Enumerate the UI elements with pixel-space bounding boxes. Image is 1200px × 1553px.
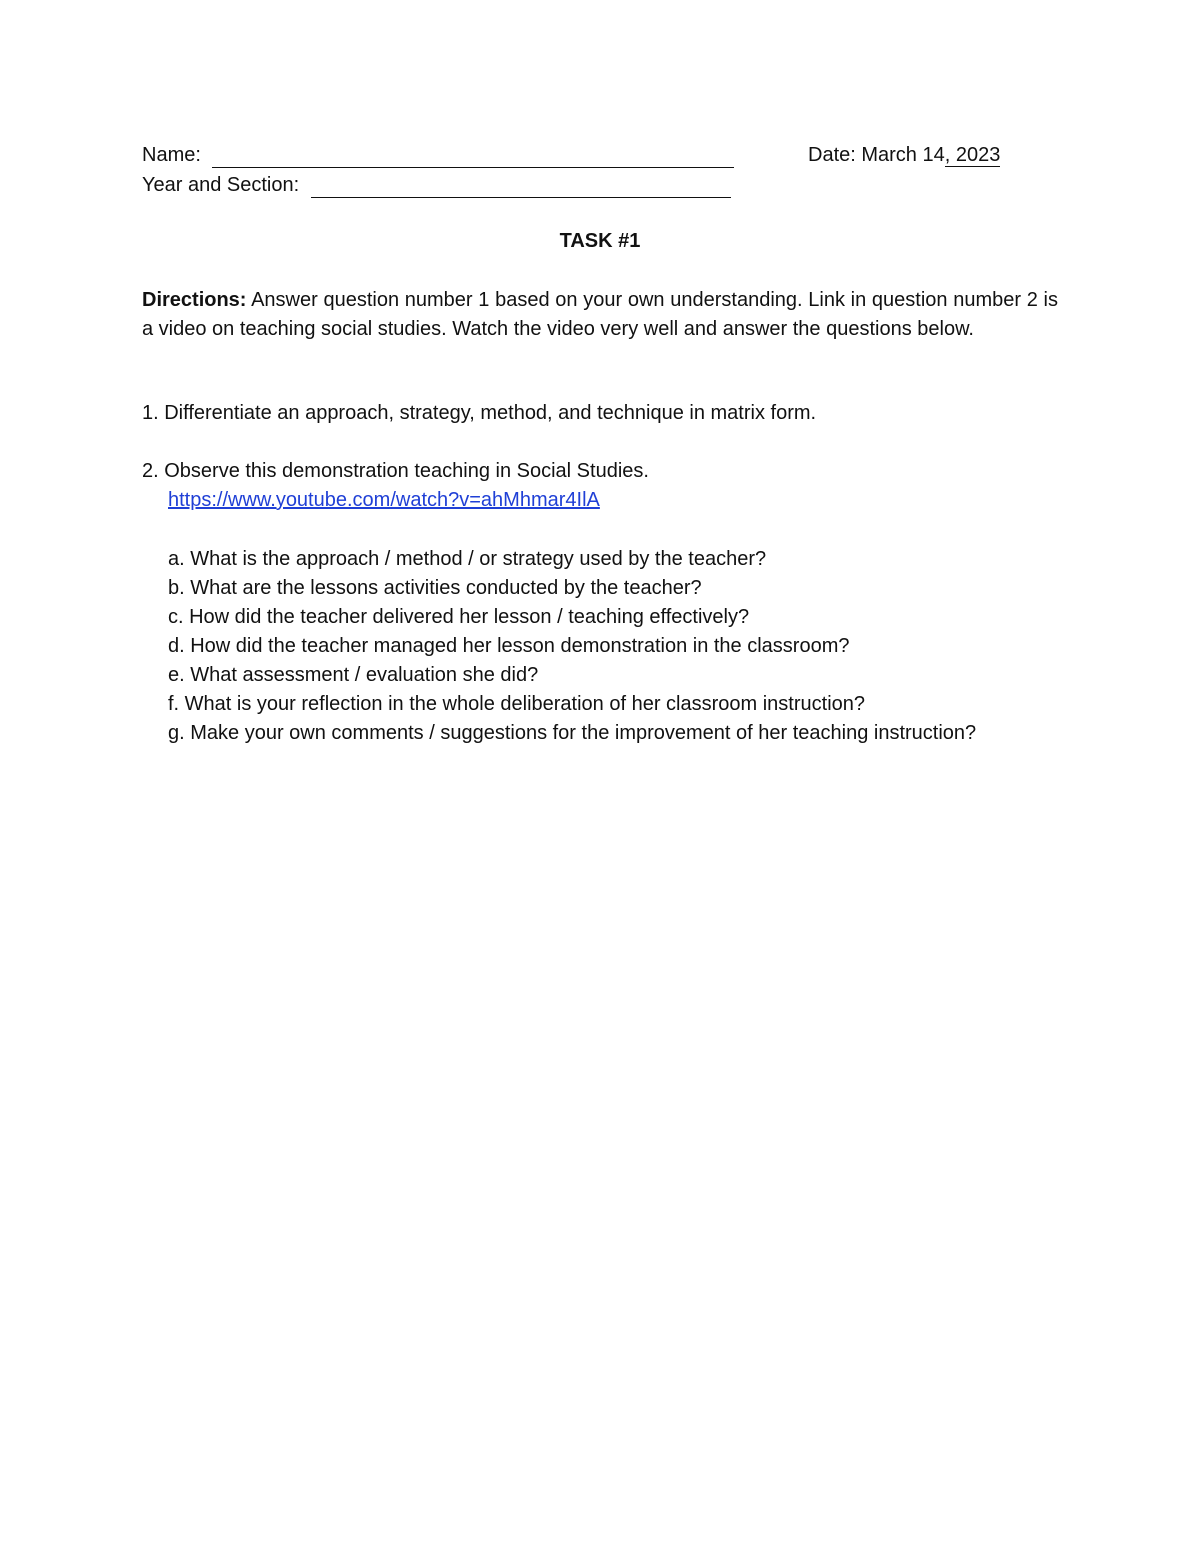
- question-1: 1. Differentiate an approach, strategy, method, and technique in matrix form.: [142, 402, 817, 424]
- directions-text: Answer question number 1 based on your own understanding. Link in question number 2 is a video on teaching social studies. Watch the video very well and answer the questions below.: [142, 289, 1059, 340]
- sub-question-g: g. Make your own comments / suggestions for the improvement of her teaching instruction?: [168, 722, 977, 744]
- video-link[interactable]: [168, 489, 600, 512]
- video-link-text[interactable]: https://www.youtube.com/watch?v=ahMhmar4IlA: [168, 489, 600, 511]
- sub-question-b: b. What are the lessons activities conducted by the teacher?: [168, 577, 702, 599]
- name-field: [142, 144, 734, 168]
- name-label: Name:: [142, 144, 201, 166]
- year-section-blank-line[interactable]: [311, 174, 731, 198]
- year-section-label: Year and Section:: [142, 174, 300, 196]
- sub-question-c: c. How did the teacher delivered her lesson / teaching effectively?: [168, 606, 750, 628]
- date-label: Date: March 14: [808, 144, 945, 166]
- directions-paragraph: [142, 286, 1058, 343]
- sub-question-e: e. What assessment / evaluation she did?: [168, 664, 539, 686]
- sub-question-list: [168, 545, 976, 748]
- task-title: TASK #1: [559, 230, 641, 252]
- sub-question-f: f. What is your reflection in the whole deliberation of her classroom instruction?: [168, 693, 866, 715]
- name-blank-line[interactable]: [212, 144, 734, 168]
- date-year: , 2023: [944, 144, 1001, 166]
- date-field: [808, 144, 1000, 167]
- year-section-field: [142, 174, 731, 198]
- question-2: 2. Observe this demonstration teaching in Social Studies.: [142, 460, 649, 482]
- directions-label: Directions:: [142, 289, 247, 311]
- sub-question-d: d. How did the teacher managed her lesson demonstration in the classroom?: [168, 635, 850, 657]
- sub-question-a: a. What is the approach / method / or strategy used by the teacher?: [168, 548, 767, 570]
